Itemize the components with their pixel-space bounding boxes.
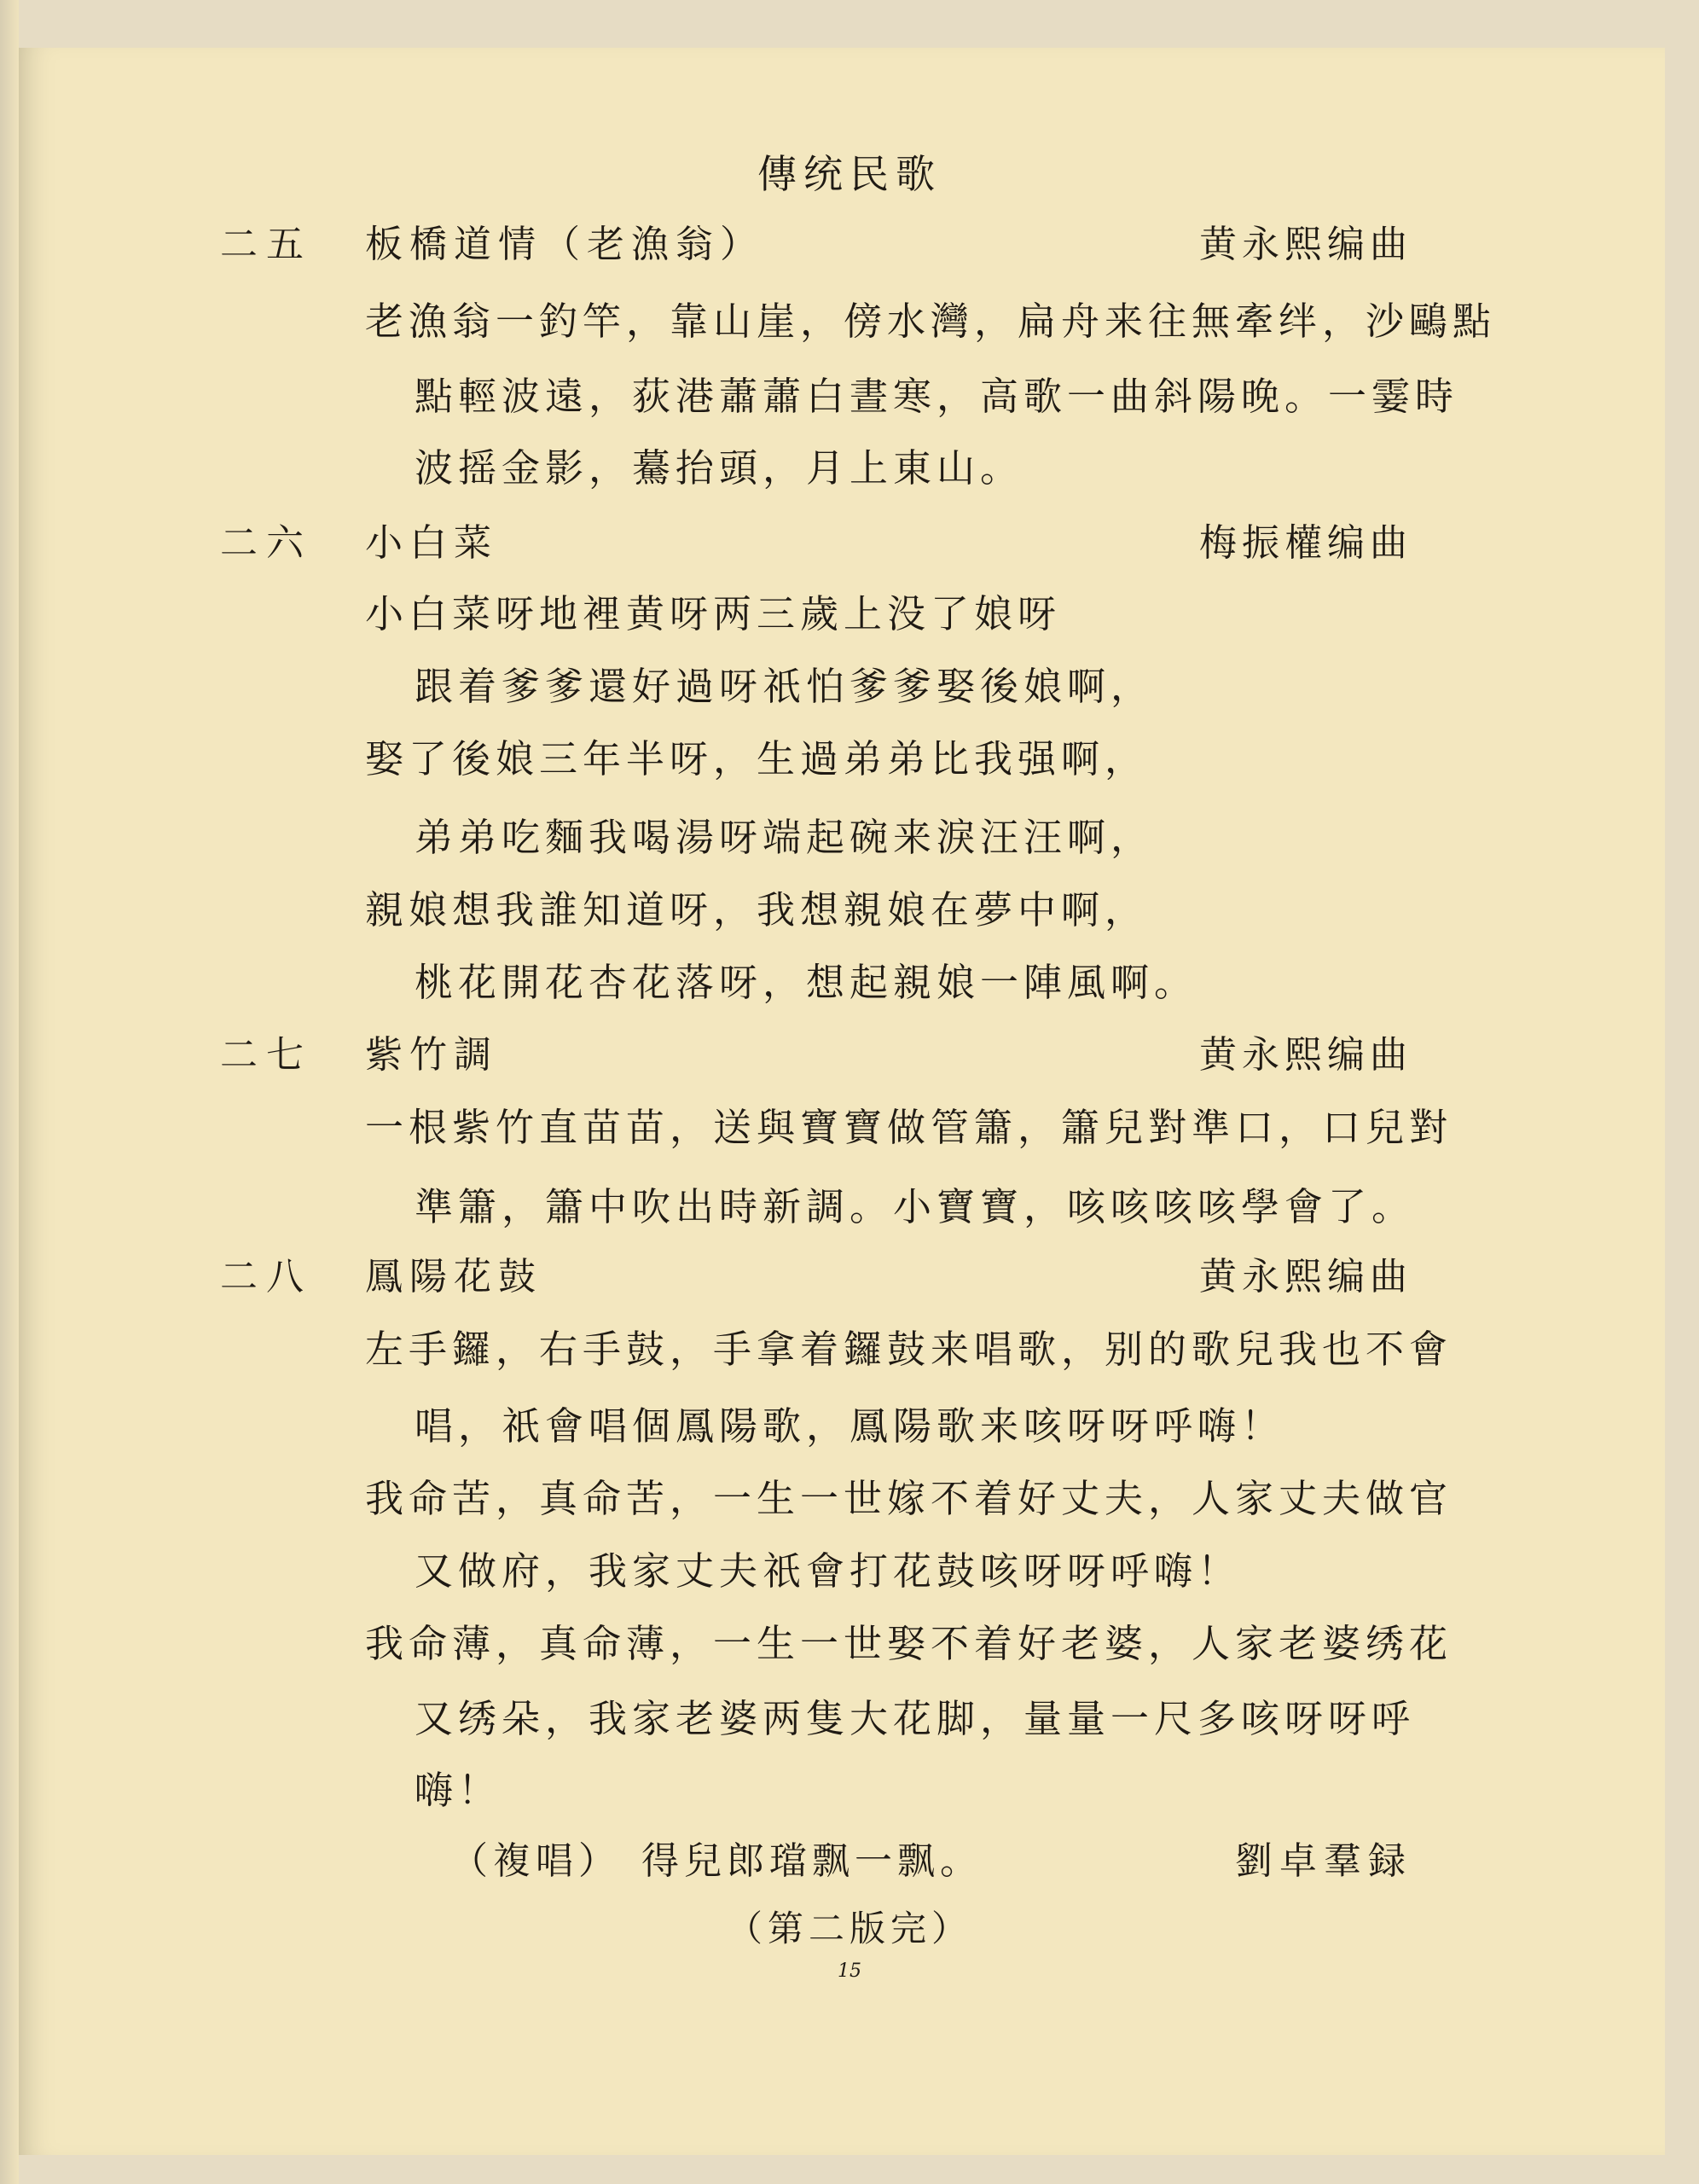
lyric-line: 準簫，簫中吹出時新調。小寶寶，咳咳咳咳學會了。 [415,1184,1416,1229]
lyric-line: 親娘想我誰知道呀，我想親娘在夢中啊， [365,887,1149,932]
song-title: 紫竹調 [365,1033,498,1077]
song-arranger: 黄永熙编曲 [1199,1033,1412,1077]
page-title: 傳统民歌 [757,151,942,197]
lyric-line: 波摇金影，驀抬頭，月上東山。 [415,445,1024,491]
lyric-line: 又做府，我家丈夫祇會打花鼓咳呀呀呼嗨！ [415,1548,1242,1594]
song-number: 二七 [220,1033,312,1077]
song-number: 二八 [220,1255,312,1298]
song-arranger: 黄永熙编曲 [1199,223,1412,266]
lyric-line: 點輕波遠，荻港蕭蕭白晝寒，高歌一曲斜陽晚。一霎時 [415,374,1459,419]
song-title: 板橋道情（老漁翁） [365,223,764,266]
recorder-credit: 劉卓羣録 [1235,1839,1412,1883]
song-arranger: 梅振權编曲 [1199,521,1412,565]
lyric-line: 弟弟吃麵我喝湯呀端起碗来淚汪汪啊， [415,815,1155,860]
song-number: 二五 [220,223,312,266]
lyric-line: 桃花開花杏花落呀，想起親娘一陣風啊。 [415,960,1198,1005]
song-title: 鳳陽花鼓 [365,1255,542,1298]
lyric-line: 一根紫竹直苗苗，送與寶寶做管簫，簫兒對準口，口兒對 [365,1105,1453,1150]
end-note: （第二版完） [726,1908,972,1949]
lyric-line: 左手鑼，右手鼓，手拿着鑼鼓来唱歌，别的歌兒我也不會 [365,1327,1453,1372]
lyric-line: 娶了後娘三年半呀，生過弟弟比我强啊， [365,736,1149,781]
lyric-line: 我命苦，真命苦，一生一世嫁不着好丈夫，人家丈夫做官 [365,1476,1453,1521]
lyric-line: 又绣朵，我家老婆两隻大花脚，量量一尺多咳呀呀呼 [415,1696,1416,1741]
song-arranger: 黄永熙编曲 [1199,1255,1412,1298]
reprise-text: 得兒郎璫飘一飘。 [641,1839,983,1883]
lyric-line: 小白菜呀地裡黄呀两三歲上没了娘呀 [365,591,1062,636]
lyric-line: 老漁翁一釣竿，靠山崖，傍水灣，扁舟来往無牽绊，沙鷗點 [365,299,1497,344]
lyric-line: 跟着爹爹還好過呀祇怕爹爹娶後娘啊， [415,664,1155,709]
song-number: 二六 [220,521,312,565]
lyric-line: 嗨！ [415,1768,502,1813]
lyric-line: 唱，祇會唱個鳳陽歌，鳳陽歌来咳呀呀呼嗨！ [415,1403,1285,1449]
lyric-line: 我命薄，真命薄，一生一世娶不着好老婆，人家老婆绣花 [365,1621,1453,1666]
reprise-label: （複唱） [450,1839,621,1883]
song-title: 小白菜 [365,521,498,565]
book-spine [0,0,19,2184]
page-number: 15 [838,1960,861,1982]
